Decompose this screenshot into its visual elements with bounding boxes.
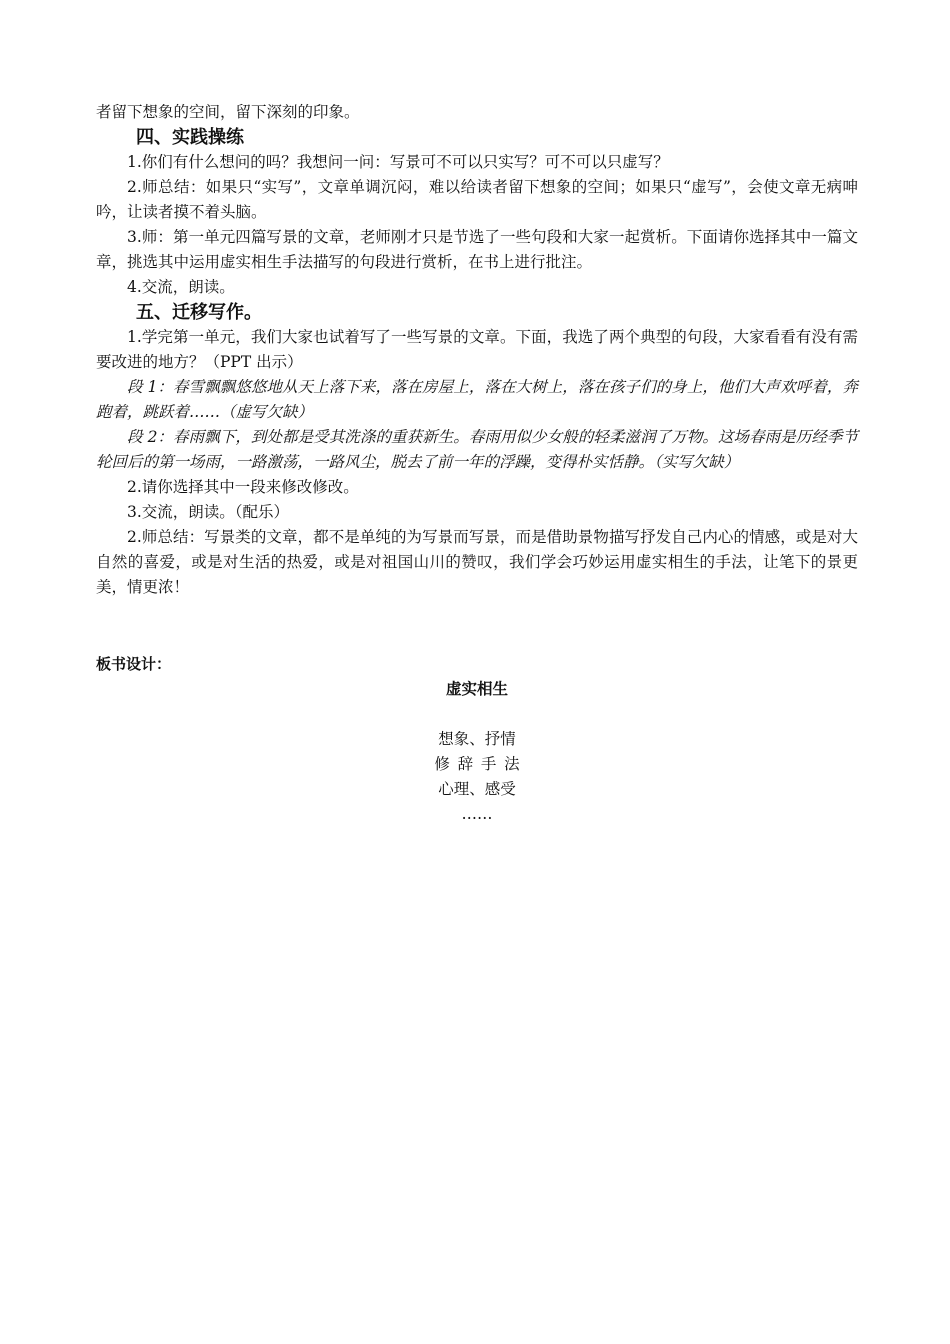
board-line-1: 想象、抒情 xyxy=(438,730,516,748)
board-design xyxy=(96,677,858,827)
section-4-title: 四、实践操练 xyxy=(136,127,244,148)
section-5-title: 五、迁移写作。 xyxy=(136,302,262,323)
section-5-summary: 2.师总结：写景类的文章，都不是单纯的为写景而写景，而是借助景物描写抒发自己内心的情感，或是对大自然的喜爱，或是对生活的热爱，或是对祖国山川的赞叹，我们学会巧妙运用虚实相生的手法，让笔下的景更美，情更浓！ xyxy=(96,528,858,596)
example-paragraph-1: 段 1：春雪飘飘悠悠地从天上落下来，落在房屋上，落在大树上，落在孩子们的身上，他们大声欢呼着，奔跑着，跳跃着……（虚写欠缺） xyxy=(96,378,858,421)
section-4-item-4: 4.交流，朗读。 xyxy=(127,278,235,296)
section-5-item-1: 1.学完第一单元，我们大家也试着写了一些写景的文章。下面，我选了两个典型的句段，大家看看有没有需要改进的地方？（PPT 出示） xyxy=(96,328,858,371)
document-body xyxy=(96,100,858,827)
section-5-item-3: 3.交流，朗读。（配乐） xyxy=(127,503,290,521)
example-paragraph-2: 段 2：春雨飘下，到处都是受其洗涤的重获新生。春雨用似少女般的轻柔滋润了万物。这场春雨是历经季节轮回后的第一场雨，一路激荡，一路风尘，脱去了前一年的浮躁，变得朴实恬静。（实写欠缺） xyxy=(96,428,858,471)
section-4-item-1: 1.你们有什么想问的吗？我想问一问：写景可不可以只实写？可不可以只虚写？ xyxy=(127,153,669,171)
board-line-2: 修辞手法 xyxy=(434,755,528,773)
intro-tail-text: 者留下想象的空间，留下深刻的印象。 xyxy=(96,103,360,121)
section-4-item-3: 3.师：第一单元四篇写景的文章，老师刚才只是节选了一些句段和大家一起赏析。下面请你选择其中一篇文章，挑选其中运用虚实相生手法描写的句段进行赏析，在书上进行批注。 xyxy=(96,228,858,271)
board-title: 虚实相生 xyxy=(445,680,508,698)
section-5-item-2: 2.请你选择其中一段来修改修改。 xyxy=(127,478,359,496)
section-4-item-2: 2.师总结：如果只“实写”，文章单调沉闷，难以给读者留下想象的空间；如果只“虚写”，会使文章无病呻吟，让读者摸不着头脑。 xyxy=(96,178,858,221)
board-line-3: 心理、感受 xyxy=(438,780,516,798)
board-line-4: …… xyxy=(461,805,493,823)
board-design-label: 板书设计： xyxy=(96,655,172,673)
